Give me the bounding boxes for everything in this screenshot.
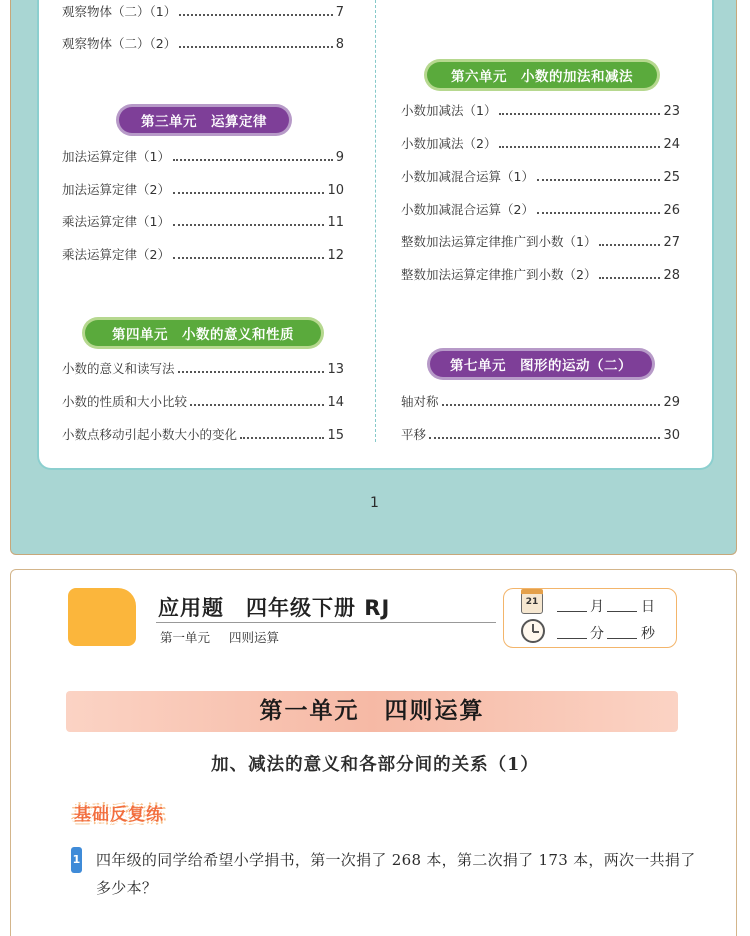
leader-dots bbox=[429, 437, 660, 439]
day-blank[interactable] bbox=[607, 598, 637, 612]
toc-entry-page: 13 bbox=[327, 362, 344, 377]
toc-entry-label: 整数加法运算定律推广到小数（2） bbox=[401, 267, 597, 282]
toc-entry-label: 观察物体（二）（1） bbox=[62, 4, 177, 19]
toc-entry-page: 8 bbox=[335, 37, 344, 52]
toc-entry-label: 小数加减法（1） bbox=[401, 103, 497, 118]
toc-entry[interactable] bbox=[62, 425, 344, 443]
leader-dots bbox=[499, 146, 660, 148]
toc-entry[interactable] bbox=[401, 101, 680, 119]
toc-entry-page: 15 bbox=[327, 428, 344, 443]
toc-entry-page: 28 bbox=[663, 268, 680, 283]
toc-entry[interactable] bbox=[62, 245, 344, 263]
toc-entry[interactable] bbox=[62, 34, 344, 52]
toc-entry-label: 小数加减法（2） bbox=[401, 136, 497, 151]
toc-entry-label: 加法运算定律（2） bbox=[62, 182, 170, 197]
leader-dots bbox=[173, 192, 324, 194]
book-title: 应用题 四年级下册 RJ bbox=[158, 596, 391, 620]
question-number: 1 bbox=[71, 847, 82, 873]
toc-entry-label: 乘法运算定律（2） bbox=[62, 247, 170, 262]
toc-entry-label: 小数点移动引起小数大小的变化 bbox=[62, 427, 238, 442]
leader-dots bbox=[178, 371, 325, 373]
topic-label: 四则运算 bbox=[229, 630, 280, 645]
toc-entry[interactable] bbox=[401, 167, 680, 185]
leader-dots bbox=[599, 244, 660, 246]
clock-icon bbox=[521, 619, 545, 643]
toc-entry-page: 12 bbox=[327, 248, 344, 263]
toc-entry[interactable] bbox=[401, 232, 680, 250]
leader-dots bbox=[499, 113, 660, 115]
toc-entry-label: 小数的意义和读写法 bbox=[62, 361, 175, 376]
calendar-icon: 21 bbox=[521, 592, 543, 614]
toc-entry[interactable] bbox=[62, 359, 344, 377]
lesson-title: 加、减法的意义和各部分间的关系（1） bbox=[211, 755, 539, 775]
unit-label: 第一单元 bbox=[160, 630, 211, 645]
toc-entry[interactable] bbox=[401, 200, 680, 218]
month-label: 月 bbox=[590, 599, 604, 615]
toc-entry[interactable] bbox=[401, 134, 680, 152]
toc-entry-label: 小数的性质和大小比较 bbox=[62, 394, 188, 409]
toc-entry[interactable] bbox=[401, 265, 680, 283]
toc-entry[interactable] bbox=[401, 392, 680, 410]
leader-dots bbox=[173, 159, 333, 161]
column-divider bbox=[375, 0, 376, 442]
toc-entry-page: 26 bbox=[663, 203, 680, 218]
leader-dots bbox=[179, 14, 333, 16]
header-tab-decoration bbox=[68, 588, 136, 646]
unit6-heading: 第六单元 小数的加法和减法 bbox=[427, 62, 657, 88]
unit7-heading: 第七单元 图形的运动（二） bbox=[430, 351, 652, 377]
toc-entry-page: 14 bbox=[327, 395, 344, 410]
leader-dots bbox=[173, 224, 324, 226]
day-label: 日 bbox=[641, 599, 655, 615]
toc-entry-page: 25 bbox=[663, 170, 680, 185]
leader-dots bbox=[537, 179, 660, 181]
leader-dots bbox=[537, 212, 660, 214]
toc-entry-page: 29 bbox=[663, 395, 680, 410]
toc-entry-page: 10 bbox=[327, 183, 344, 198]
toc-entry-label: 整数加法运算定律推广到小数（1） bbox=[401, 234, 597, 249]
leader-dots bbox=[173, 257, 324, 259]
toc-entry-page: 23 bbox=[663, 104, 680, 119]
toc-entry[interactable] bbox=[62, 2, 344, 20]
minute-blank[interactable] bbox=[557, 625, 587, 639]
toc-entry-label: 轴对称 bbox=[401, 394, 439, 409]
page-number: 1 bbox=[370, 495, 379, 511]
leader-dots bbox=[442, 404, 661, 406]
toc-entry-label: 小数加减混合运算（2） bbox=[401, 202, 534, 217]
unit4-heading: 第四单元 小数的意义和性质 bbox=[85, 320, 321, 346]
unit-banner: 第一单元 四则运算 bbox=[66, 691, 678, 732]
toc-entry[interactable] bbox=[62, 392, 344, 410]
practice-badge: 基础反复练 bbox=[74, 805, 164, 825]
minute-label: 分 bbox=[590, 626, 604, 642]
question-text: 四年级的同学给希望小学捐书，第一次捐了 268 本，第二次捐了 173 本，两次一共捐了多少本？ bbox=[96, 851, 696, 897]
toc-entry-label: 平移 bbox=[401, 427, 427, 442]
toc-entry-page: 30 bbox=[663, 428, 680, 443]
month-blank[interactable] bbox=[557, 598, 587, 612]
toc-entry-label: 小数加减混合运算（1） bbox=[401, 169, 534, 184]
unit3-heading: 第三单元 运算定律 bbox=[119, 107, 289, 133]
toc-entry[interactable] bbox=[401, 425, 680, 443]
leader-dots bbox=[190, 404, 324, 406]
leader-dots bbox=[240, 437, 324, 439]
toc-entry-page: 11 bbox=[327, 215, 344, 230]
second-label: 秒 bbox=[641, 626, 655, 642]
leader-dots bbox=[599, 277, 660, 279]
toc-entry-page: 9 bbox=[335, 150, 344, 165]
toc-entry-label: 观察物体（二）（2） bbox=[62, 36, 177, 51]
toc-entry-page: 7 bbox=[335, 5, 344, 20]
toc-entry[interactable] bbox=[62, 147, 344, 165]
toc-entry-label: 加法运算定律（1） bbox=[62, 149, 170, 164]
leader-dots bbox=[179, 46, 333, 48]
toc-entry[interactable] bbox=[62, 180, 344, 198]
toc-entry-page: 27 bbox=[663, 235, 680, 250]
second-blank[interactable] bbox=[607, 625, 637, 639]
title-underline bbox=[156, 622, 496, 623]
toc-entry[interactable] bbox=[62, 212, 344, 230]
toc-entry-label: 乘法运算定律（1） bbox=[62, 214, 170, 229]
toc-entry-page: 24 bbox=[663, 137, 680, 152]
